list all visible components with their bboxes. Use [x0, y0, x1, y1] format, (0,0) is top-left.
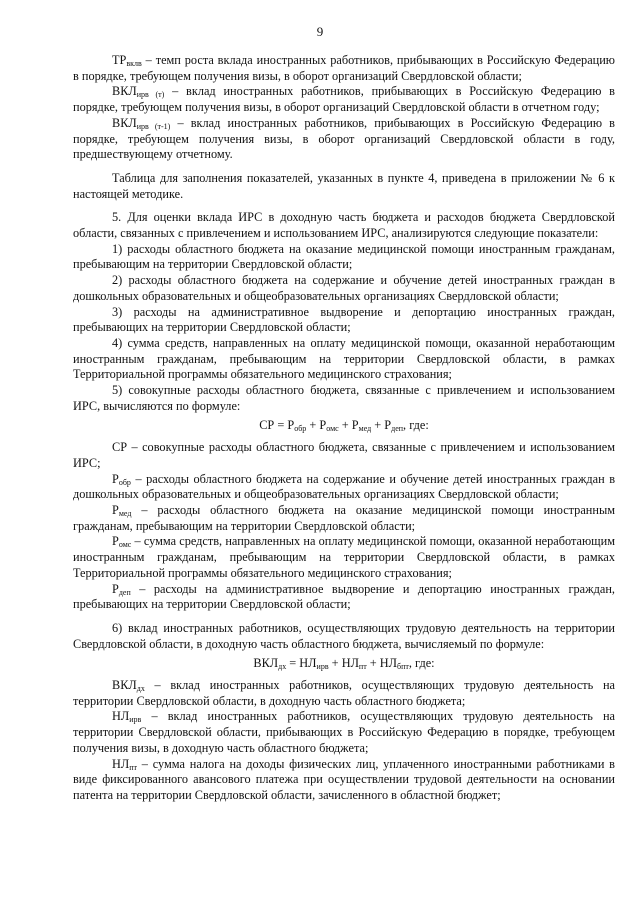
definition-paragraph: $ВКЛ_{дх}$ – вклад иностранных работников, осуществляющих трудовую деятельность на территории Свердловской области, в доходную часть областного бюджета; [73, 678, 615, 708]
formula-total-expenses: СР = $Р_{обр} + Р_{омс} + Р_{мед} + Р_{деп}$, где: [259, 418, 429, 434]
definition-paragraph: $ВКЛ_{ирв (т)}$ – вклад иностранных работников, прибывающих в Российскую Федерацию в порядке, требующем получения визы, в оборот организаций Свердловской области в отчетном году; [73, 84, 615, 115]
list-item: 2) расходы областного бюджета на содержание и обучение детей иностранных граждан в дошкольных образовательных и общеобразовательных организациях Свердловской области; [73, 273, 615, 303]
definition-paragraph: $Р_{омс}$ – сумма средств, направленных на оплату медицинской помощи, оказанной неработающим иностранным гражданам, пребывающим на территории Свердловской области, в рамках Территориальной программы обязательного медицинского страхования; [73, 534, 615, 580]
page-number: 9 [316, 24, 324, 39]
definition-paragraph: $НЛ_{ирв}$ – вклад иностранных работников, осуществляющих трудовую деятельность на территории Свердловской области, прибывающих в Российскую Федерацию в порядке, требующем получения визы, в доходную часть областного бюджета; [73, 709, 615, 755]
definition-paragraph: $Р_{обр}$ – расходы областного бюджета на содержание и обучение детей иностранных граждан в дошкольных образовательных и общеобразовательных организациях Свердловской области; [73, 471, 615, 502]
section-heading-paragraph: 5. Для оценки вклада ИРС в доходную часть бюджета и расходов бюджета Свердловской области, связанных с привлечением и использованием ИРС, анализируются следующие показатели: [73, 210, 615, 241]
definition-paragraph: $НЛ_{пт}$ – сумма налога на доходы физических лиц, уплаченного иностранными работниками в виде фиксированного авансового платежа при осуществлении трудовой деятельности на основании патента на территории Свердловской области, зачисленного в областной бюджет; [73, 756, 615, 802]
list-item: 1) расходы областного бюджета на оказание медицинской помощи иностранным гражданам, пребывающим на территории Свердловской области; [73, 241, 615, 272]
list-item: 4) сумма средств, направленных на оплату медицинской помощи, оказанной неработающим иностранным гражданам, пребывающим на территории Свердловской области, в рамках Территориальной программы обязательного медицинского страхования; [73, 335, 615, 382]
list-item: 3) расходы на административное выдворение и депортацию иностранных граждан, пребывающих на территории Свердловской области; [73, 304, 615, 335]
definition-paragraph: $Р_{мед}$ – расходы областного бюджета на оказание медицинской помощи иностранным гражданам, пребывающим на территории Свердловской области; [73, 502, 615, 533]
list-item: 5) совокупные расходы областного бюджета, связанные с привлечением и использованием ИРС, вычисляются по формуле: [73, 383, 615, 413]
definition-paragraph: $ТР_{вклв}$ – темп роста вклада иностранных работников, прибывающих в Российскую Федерацию в порядке, требующем получения визы, в оборот организаций Свердловской области; [73, 53, 615, 83]
formula-income-contribution: $ВКЛ_{дх} = НЛ_{ирв} + НЛ_{пт} + НЛ_{бпт}$, где: [253, 656, 435, 672]
list-item: 6) вклад иностранных работников, осуществляющих трудовую деятельность на территории Свердловской области, в доходную часть областного бюджета, вычисляемый по формуле: [73, 620, 615, 651]
document-body [73, 53, 615, 804]
definition-paragraph: $Р_{деп}$ – расходы на административное выдворение и депортацию иностранных граждан, пребывающих на территории Свердловской области; [73, 581, 615, 612]
body-paragraph: Таблица для заполнения показателей, указанных в пункте 4, приведена в приложении № 6 к настоящей методике. [73, 170, 615, 201]
definition-paragraph: $ВКЛ_{ирв (т-1)}$ – вклад иностранных работников, прибывающих в Российскую Федерацию в порядке, требующем получения визы, в оборот организаций Свердловской области в году, предшествующему отчетному. [73, 115, 615, 162]
definition-paragraph: СР – совокупные расходы областного бюджета, связанные с привлечением и использованием ИРС; [73, 440, 615, 470]
